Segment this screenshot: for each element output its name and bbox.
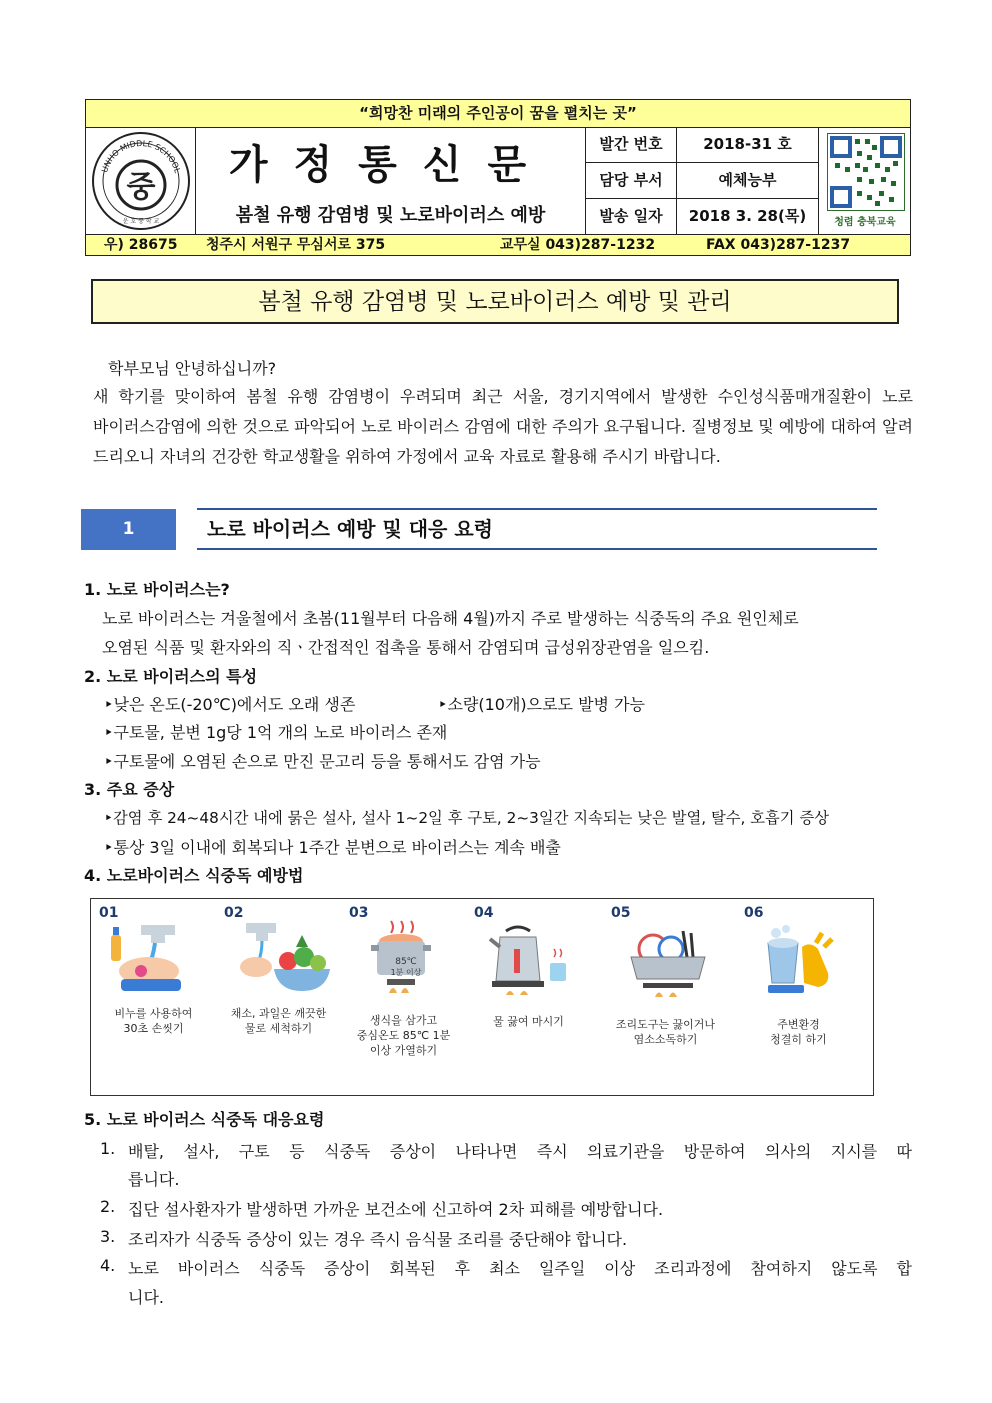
qr-cell [819,127,911,235]
step-number: 04 [474,905,494,921]
cleaning-icon [746,917,846,999]
kettle-icon [476,917,576,999]
step-caption: 물 끓여 마시기 [493,1015,564,1028]
prevention-step [216,899,341,1095]
svg-text:중: 중 [126,170,156,205]
list-text: 조리자가 식중독 증상이 있는 경우 즉시 음식물 조리를 중단해야 합니다. [128,1230,628,1249]
prevention-step [603,899,728,1095]
svg-text:UNHO MIDDLE SCHOOL: UNHO MIDDLE SCHOOL [100,138,182,175]
section-title: 노로 바이러스 예방 및 대응 요령 [197,508,877,550]
pot-time-label: 1분 이상 [390,968,422,977]
school-logo-cell [86,127,196,235]
intro-paragraph: 새 학기를 맞이하여 봄철 유행 감염병이 우려되며 최근 서울, 경기지역에서 발생한 수인성식품매개질환이 노로 바이러스감염에 의한 것으로 파악되어 노로 바이러스 감염에 대한 주의가 요구됩니다. 질병정보 및 예방에 대하여 알려 드리오니 자녀의 건강한 학교생활을 위하여 가정에서 교육 자료로 활용해 주시기 바랍니다. [93,387,913,466]
info-value: 예체능부 [677,163,819,198]
heading-what-is-norovirus: 1. 노로 바이러스는? [84,580,230,599]
prevention-step [341,899,466,1095]
department-row [586,163,819,199]
step-caption: 중심온도 85℃ 1분 [356,1029,451,1042]
list-number: 2. [100,1197,116,1216]
list-text: 집단 설사환자가 발생하면 가까운 보건소에 신고하여 2차 피해를 예방합니다. [128,1200,664,1219]
heading-prevention: 4. 노로바이러스 식중독 예방법 [84,866,304,885]
step-caption: 30초 손씻기 [123,1022,184,1035]
step-caption: 주변환경 [777,1018,820,1031]
info-label: 발송 일자 [586,199,677,235]
bullet-item: ‣낮은 온도(-20℃)에서도 오래 생존 [104,695,356,714]
heading-symptoms: 3. 주요 증상 [84,780,175,799]
newsletter-subtitle: 봄철 유행 감염병 및 노로바이러스 예방 [235,205,546,226]
vegetable-wash-icon [226,917,336,995]
list-number: 4. [100,1256,116,1275]
step-number: 02 [224,905,244,921]
zip-code: 우) 28675 [104,237,178,253]
prevention-step [91,899,216,1095]
step-caption: 이상 가열하기 [369,1044,438,1057]
info-label: 담당 부서 [586,163,677,198]
step-caption: 물로 세척하기 [244,1022,313,1035]
section-number: 1 [81,509,176,550]
bullet-item: ‣구토물에 오염된 손으로 만진 문고리 등을 통해서도 감염 가능 [104,752,541,771]
pot-temperature-label: 85℃ [395,957,417,967]
bullet-item: ‣통상 3일 이내에 회복되나 1주간 분변으로 바이러스는 계속 배출 [104,838,561,857]
school-slogan: “희망찬 미래의 주인공이 꿈을 펼치는 곳” [86,100,910,128]
handwash-icon [101,917,201,995]
qr-caption: 청렴 충북교육 [834,217,896,228]
greeting: 학부모님 안녕하십니까? [108,359,277,378]
step-number: 03 [349,905,369,921]
step-number: 05 [611,905,631,921]
list-text: 노로 바이러스 식중독 증상이 회복된 후 최소 일주일 이상 조리과정에 참여하지 않도록 합 [128,1259,912,1278]
bullet-item: ‣소량(10개)으로도 발병 가능 [438,695,646,714]
address-bar [86,234,910,255]
list-text: 배탈, 설사, 구토 등 식중독 증상이 나타나면 즉시 의료기관을 방문하여 의사의 지시를 따 [128,1142,912,1161]
fax-number: FAX 043)287-1237 [706,237,851,253]
prevention-step [466,899,591,1095]
list-text: 니다. [128,1288,164,1307]
newsletter-header [85,99,911,256]
info-value: 2018-31 호 [677,127,819,162]
list-text: 릅니다. [128,1170,180,1189]
newsletter-title: 가정통신문 [228,141,553,188]
heading-response: 5. 노로 바이러스 식중독 대응요령 [84,1110,325,1129]
qr-code-icon [827,133,905,211]
list-number: 3. [100,1227,116,1246]
step-caption: 생식을 삼가고 [369,1014,438,1027]
step-number: 06 [744,905,764,921]
notice-title: 봄철 유행 감염병 및 노로바이러스 예방 및 관리 [91,279,899,324]
heading-characteristics: 2. 노로 바이러스의 특성 [84,667,258,686]
info-label: 발간 번호 [586,127,677,162]
info-value: 2018 3. 28(목) [677,199,819,235]
boiling-utensils-icon [613,917,723,999]
step-caption: 채소, 과일은 깨끗한 [230,1007,327,1020]
step-caption: 염소소독하기 [633,1033,698,1046]
send-date-row [586,199,819,235]
list-number: 1. [100,1139,116,1158]
office-phone: 교무실 043)287-1232 [500,237,656,253]
body-line: 노로 바이러스는 겨울철에서 초봄(11월부터 다음해 4월)까지 주로 발생하는 식중독의 주요 원인체로 [102,609,799,628]
step-caption: 청결히 하기 [770,1033,827,1046]
prevention-infographic [90,898,874,1096]
step-caption: 비누를 사용하여 [114,1007,193,1020]
bullet-item: ‣감염 후 24~48시간 내에 묽은 설사, 설사 1~2일 후 구토, 2~3일간 지속되는 낮은 발열, 탈수, 호흡기 증상 [104,809,829,827]
issue-number-row [586,127,819,163]
school-logo [89,129,193,233]
bullet-item: ‣구토물, 분변 1g당 1억 개의 노로 바이러스 존재 [104,723,448,742]
step-caption: 조리도구는 끓이거나 [615,1018,716,1031]
prevention-step [736,899,861,1095]
street-address: 청주시 서원구 무심서로 375 [206,237,386,253]
body-line: 오염된 식품 및 환자와의 직ㆍ간접적인 접촉을 통해서 감염되며 급성위장관염을 일으킴. [102,638,710,657]
title-cell [196,127,586,235]
svg-text:운 호 중 학 교: 운 호 중 학 교 [122,218,160,225]
step-number: 01 [99,905,119,921]
